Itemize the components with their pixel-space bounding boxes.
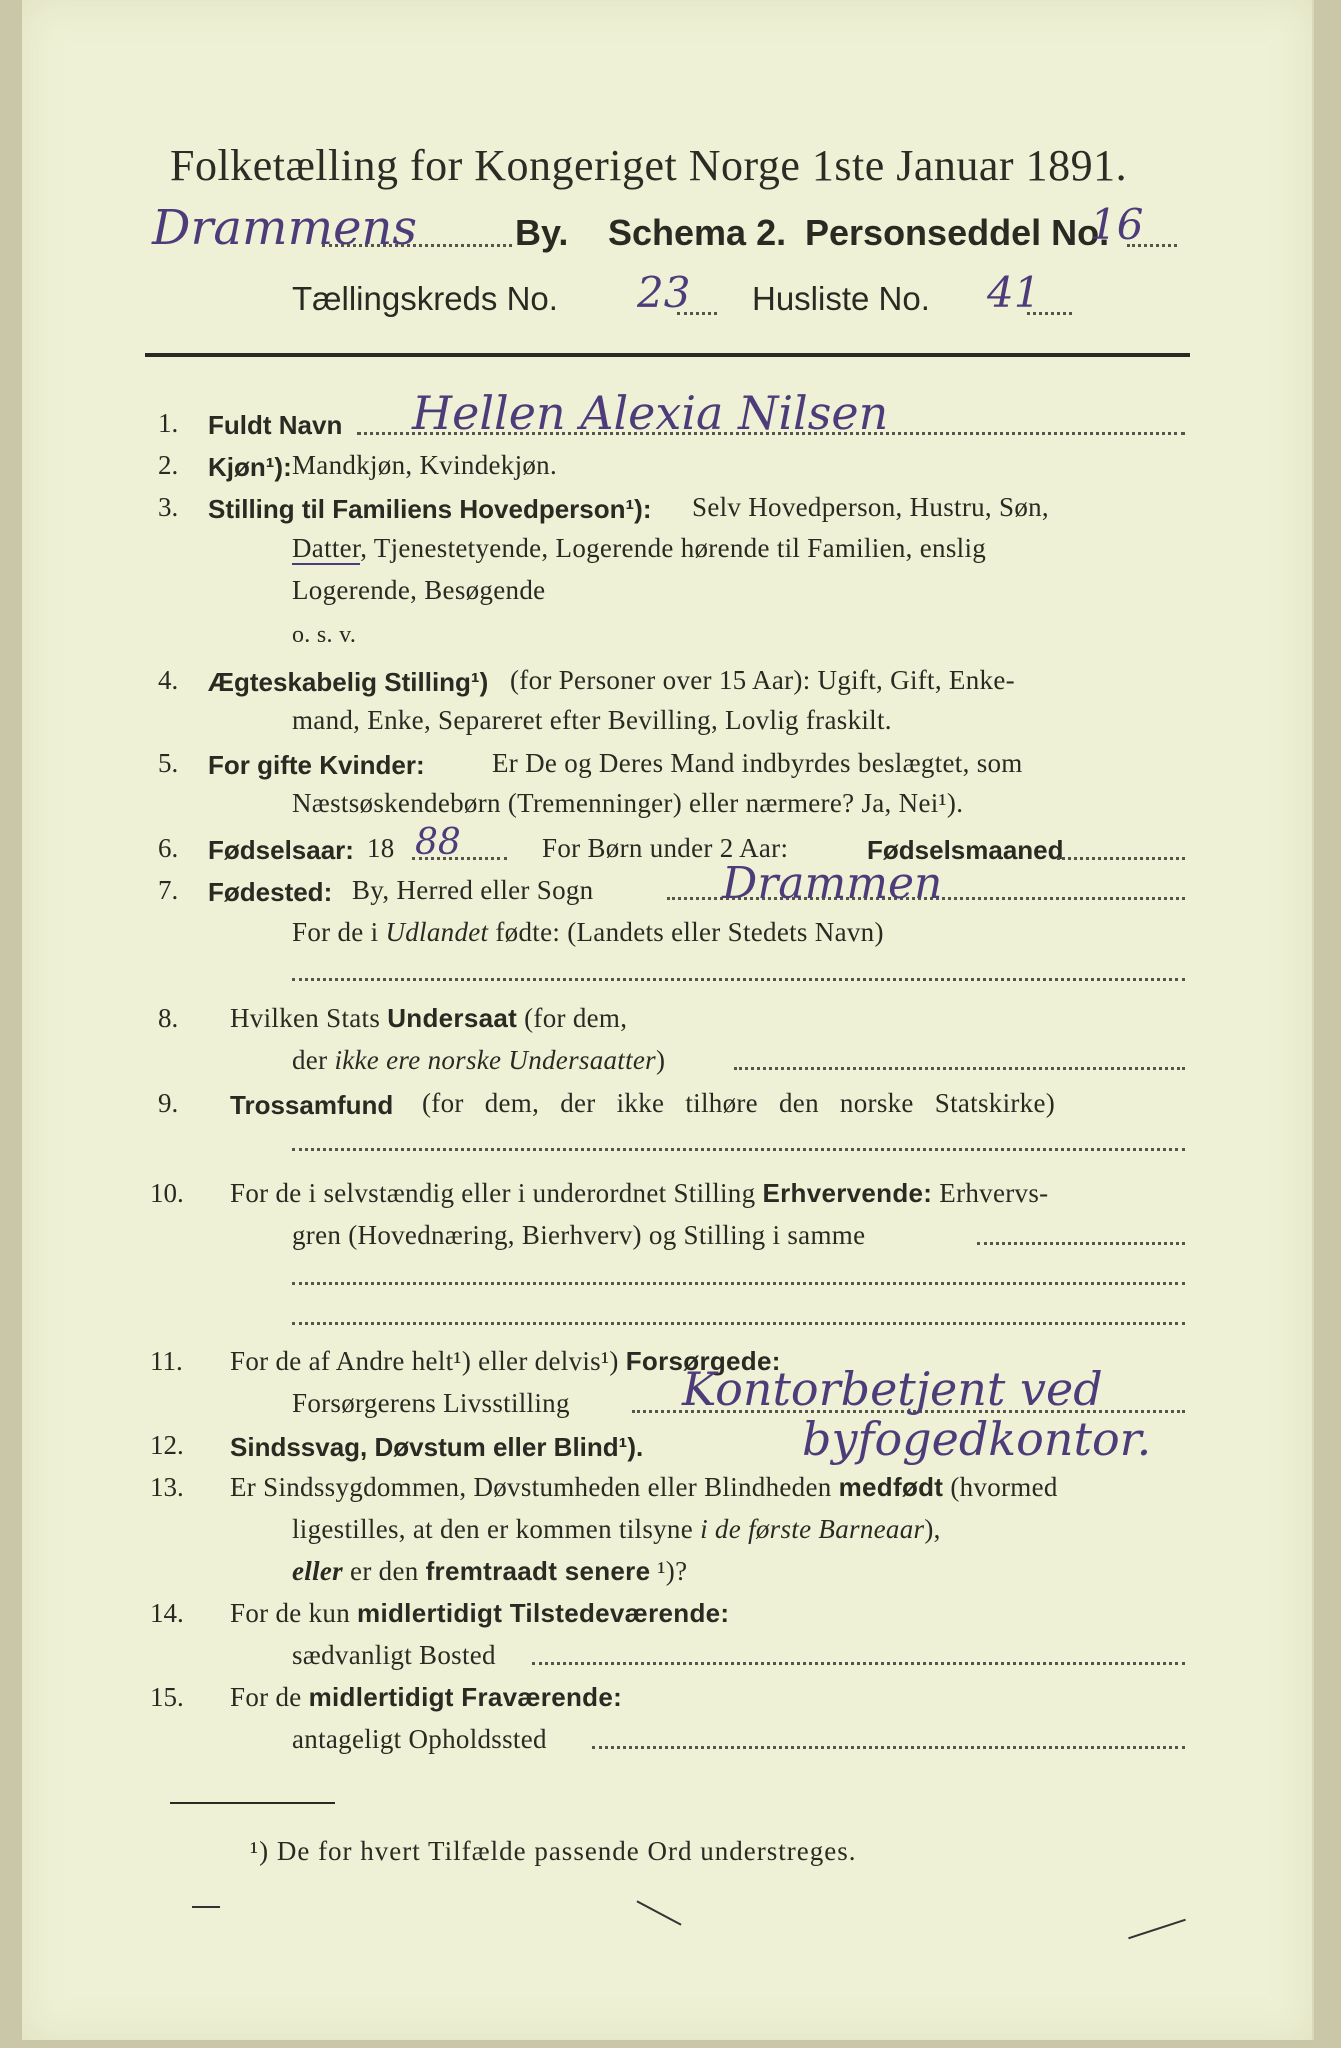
- item-15-text-2: antageligt Opholdssted: [292, 1724, 547, 1754]
- item-13-text-3: eller er den fremtraadt senere ¹)?: [292, 1556, 688, 1586]
- item-4-number: 4.: [158, 665, 179, 695]
- item-6-year-prefix: 18: [367, 833, 395, 863]
- handwritten-birth-year: 88: [415, 822, 461, 863]
- handwritten-birthplace: Drammen: [722, 858, 943, 909]
- item-4-label: Ægteskabelig Stilling¹): [208, 667, 489, 697]
- item-9-number: 9.: [158, 1088, 179, 1118]
- item-10-dotted-line-1: [977, 1242, 1185, 1245]
- datter-underlined: Datter: [292, 533, 361, 563]
- item-6-month-dotted-line: [1057, 857, 1185, 860]
- item-5-number: 5.: [158, 748, 179, 778]
- taellingskreds-dotted-line: [677, 312, 717, 315]
- corner-mark-center: [636, 1900, 681, 1925]
- footnote-rule: [170, 1802, 335, 1804]
- item-3-text-1: Selv Hovedperson, Hustru, Søn,: [692, 492, 1049, 522]
- item-4-text-2: mand, Enke, Separeret efter Bevilling, Lovlig fraskilt.: [292, 705, 892, 735]
- item-3-text-2: Datter, Tjenestetyende, Logerende hørende til Familien, enslig: [292, 533, 987, 563]
- form-title: Folketælling for Kongeriget Norge 1ste Januar 1891.: [170, 141, 1128, 190]
- item-14-number: 14.: [150, 1598, 184, 1628]
- city-dotted-line: [322, 244, 512, 247]
- item-7-label: Fødested:: [208, 877, 333, 907]
- census-form-sheet: [22, 0, 1314, 2040]
- item-15-number: 15.: [150, 1682, 184, 1712]
- personseddel-dotted-line: [1127, 244, 1177, 247]
- item-7-dotted-line-2: [292, 978, 1185, 981]
- item-3-text-4: o. s. v.: [292, 622, 357, 648]
- item-5-label: For gifte Kvinder:: [208, 750, 425, 780]
- item-14-dotted-line: [532, 1662, 1185, 1665]
- husliste-label: Husliste No.: [752, 280, 930, 317]
- handwritten-occupation-2: byfogedkontor.: [802, 1412, 1152, 1466]
- item-7-text-1: By, Herred eller Sogn: [352, 875, 594, 905]
- taellingskreds-label: Tællingskreds No.: [292, 280, 558, 317]
- item-7-text-2: For de i Udlandet fødte: (Landets eller Stedets Navn): [292, 917, 884, 947]
- handwritten-husliste-no: 41: [987, 268, 1041, 317]
- item-10-dotted-line-3: [292, 1322, 1185, 1325]
- item-4-text-1: (for Personer over 15 Aar): Ugift, Gift, Enke-: [510, 665, 1015, 695]
- item-10-dotted-line-2: [292, 1282, 1185, 1285]
- item-2-text: Mandkjøn, Kvindekjøn.: [292, 450, 558, 480]
- city-type-label: By.: [515, 212, 569, 253]
- item-6-month-label: Fødselsmaaned: [867, 835, 1064, 865]
- item-9-label: Trossamfund: [230, 1090, 394, 1120]
- footnote-text: ¹) De for hvert Tilfælde passende Ord understreges.: [250, 1836, 857, 1866]
- item-6-dotted-line: [412, 857, 507, 860]
- item-15-text-1: For de midlertidigt Fraværende:: [230, 1682, 623, 1712]
- item-8-text-2: der ikke ere norske Undersaatter): [292, 1045, 666, 1075]
- item-3-text-3: Logerende, Besøgende: [292, 575, 546, 605]
- item-3-number: 3.: [158, 492, 179, 522]
- item-6-number: 6.: [158, 833, 179, 863]
- handwritten-city: Drammens: [152, 200, 418, 256]
- item-2-number: 2.: [158, 450, 179, 480]
- schema-label: Schema 2.: [608, 212, 787, 253]
- handwritten-personseddel-no: 16: [1090, 200, 1144, 249]
- personseddel-label: Personseddel No.: [805, 212, 1110, 253]
- item-14-text-2: sædvanligt Bosted: [292, 1640, 496, 1670]
- item-13-text-2: ligestilles, at den er kommen tilsyne i de første Barneaar),: [292, 1514, 941, 1544]
- item-5-text-2: Næstsøskendebørn (Tremenninger) eller nærmere? Ja, Nei¹).: [292, 788, 964, 818]
- corner-mark-left: [192, 1906, 220, 1908]
- handwritten-occupation-1: Kontorbetjent ved: [682, 1362, 1103, 1416]
- item-6-text: For Børn under 2 Aar:: [542, 833, 789, 863]
- item-15-dotted-line: [592, 1746, 1185, 1749]
- corner-mark-right: [1128, 1919, 1186, 1939]
- item-11-text-1: For de af Andre helt¹) eller delvis¹) Forsørgede:: [230, 1346, 781, 1376]
- item-13-text-1: Er Sindssygdommen, Døvstumheden eller Blindheden medfødt (hvormed: [230, 1472, 1058, 1502]
- item-1-number: 1.: [158, 408, 179, 438]
- item-10-text-2: gren (Hovednæring, Bierhverv) og Stilling i samme: [292, 1220, 866, 1250]
- item-6-label: Fødselsaar:: [208, 835, 354, 865]
- item-12-number: 12.: [150, 1430, 184, 1460]
- item-13-number: 13.: [150, 1472, 184, 1502]
- handwritten-full-name: Hellen Alexia Nilsen: [412, 386, 889, 440]
- item-1-label: Fuldt Navn: [208, 410, 343, 440]
- husliste-dotted-line: [1027, 312, 1072, 315]
- item-7-number: 7.: [158, 875, 179, 905]
- item-8-dotted-line: [734, 1067, 1185, 1070]
- item-9-text: (for dem, der ikke tilhøre den norske Statskirke): [422, 1088, 1056, 1118]
- item-8-number: 8.: [158, 1003, 179, 1033]
- item-3-label: Stilling til Familiens Hovedperson¹):: [208, 494, 652, 524]
- item-5-text-1: Er De og Deres Mand indbyrdes beslægtet, som: [492, 748, 1023, 778]
- item-11-text-2: Forsørgerens Livsstilling: [292, 1388, 570, 1418]
- item-14-text-1: For de kun midlertidigt Tilstedeværende:: [230, 1598, 730, 1628]
- item-12-label: Sindssvag, Døvstum eller Blind¹).: [230, 1432, 644, 1462]
- handwritten-taellingskreds-no: 23: [637, 268, 691, 317]
- item-10-number: 10.: [150, 1178, 184, 1208]
- item-10-text-1: For de i selvstændig eller i underordnet Stilling Erhvervende: Erhvervs-: [230, 1178, 1049, 1208]
- header-rule: [145, 353, 1190, 357]
- item-8-text-1: Hvilken Stats Undersaat (for dem,: [230, 1003, 628, 1033]
- item-2-label: Kjøn¹):: [208, 452, 292, 482]
- item-11-number: 11.: [150, 1346, 183, 1376]
- item-9-dotted-line: [292, 1148, 1185, 1151]
